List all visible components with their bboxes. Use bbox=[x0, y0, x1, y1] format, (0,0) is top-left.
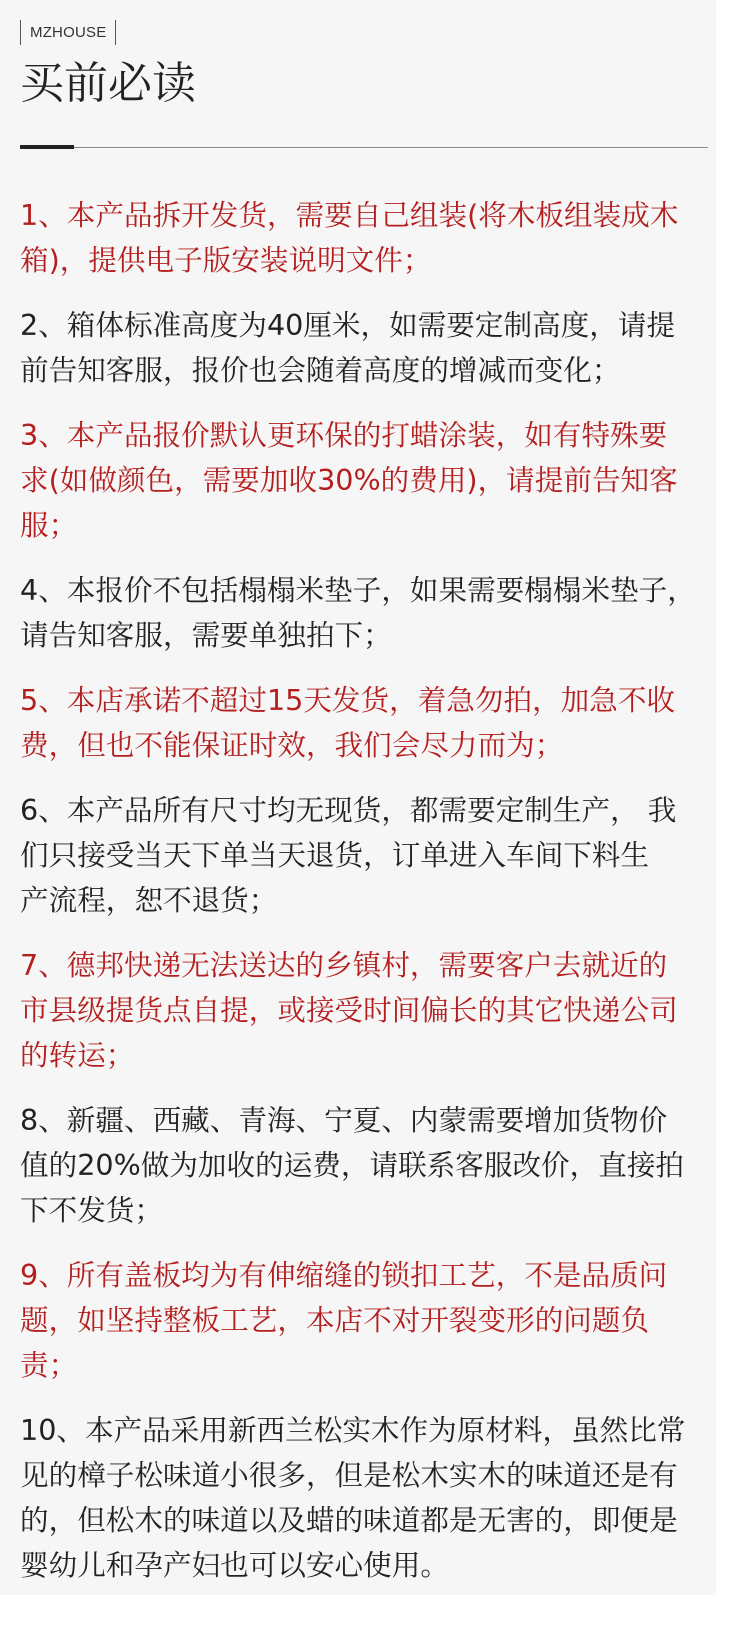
note-item-9: 9、所有盖板均为有伸缩缝的锁扣工艺，不是品质问 题，如坚持整板工艺，本店不对开裂变形的问题负责； bbox=[20, 1258, 668, 1382]
note-item-2: 2、箱体标准高度为40厘米，如需要定制高度，请提 前告知客服，报价也会随着高度的增减而变化； bbox=[20, 308, 676, 387]
note-item-6: 6、本产品所有尺寸均无现货，都需要定制生产， 我 们只接受当天下单当天退货，订单进入车间下料生 产流程，恕不退货； bbox=[20, 793, 677, 917]
note-item-5: 5、本店承诺不超过15天发货，着急勿拍，加急不收 费，但也不能保证时效，我们会尽力而为； bbox=[20, 683, 676, 762]
title-divider bbox=[20, 147, 708, 148]
note-item-8: 8、新疆、西藏、青海、宁夏、内蒙需要增加货物价 值的20%做为加收的运费，请联系客服改价，直接拍 下不发货； bbox=[20, 1103, 685, 1227]
note-item-1: 1、本产品拆开发货，需要自己组装(将木板组装成木 箱)，提供电子版安装说明文件； bbox=[20, 198, 679, 277]
page-title: 买前必读 bbox=[20, 58, 196, 109]
note-item-10: 10、本产品采用新西兰松实木作为原材料，虽然比常 见的樟子松味道小很多，但是松木实木的味道还是有 的，但松木的味道以及蜡的味道都是无害的，即便是 婴幼儿和孕产妇也可以安心使用。 bbox=[20, 1413, 686, 1582]
title-accent-bar bbox=[20, 145, 74, 149]
notes-list bbox=[20, 193, 706, 1608]
note-item-4: 4、本报价不包括榻榻米垫子，如果需要榻榻米垫子， 请告知客服，需要单独拍下； bbox=[20, 573, 696, 652]
brand-label: MZHOUSE bbox=[20, 20, 116, 45]
note-item-7: 7、德邦快递无法送达的乡镇村，需要客户去就近的 市县级提货点自提，或接受时间偏长的其它快递公司 的转运； bbox=[20, 948, 678, 1072]
note-item-3: 3、本产品报价默认更环保的打蜡涂装，如有特殊要 求(如做颜色，需要加收30%的费用)，请提前告知客 服； bbox=[20, 418, 678, 542]
